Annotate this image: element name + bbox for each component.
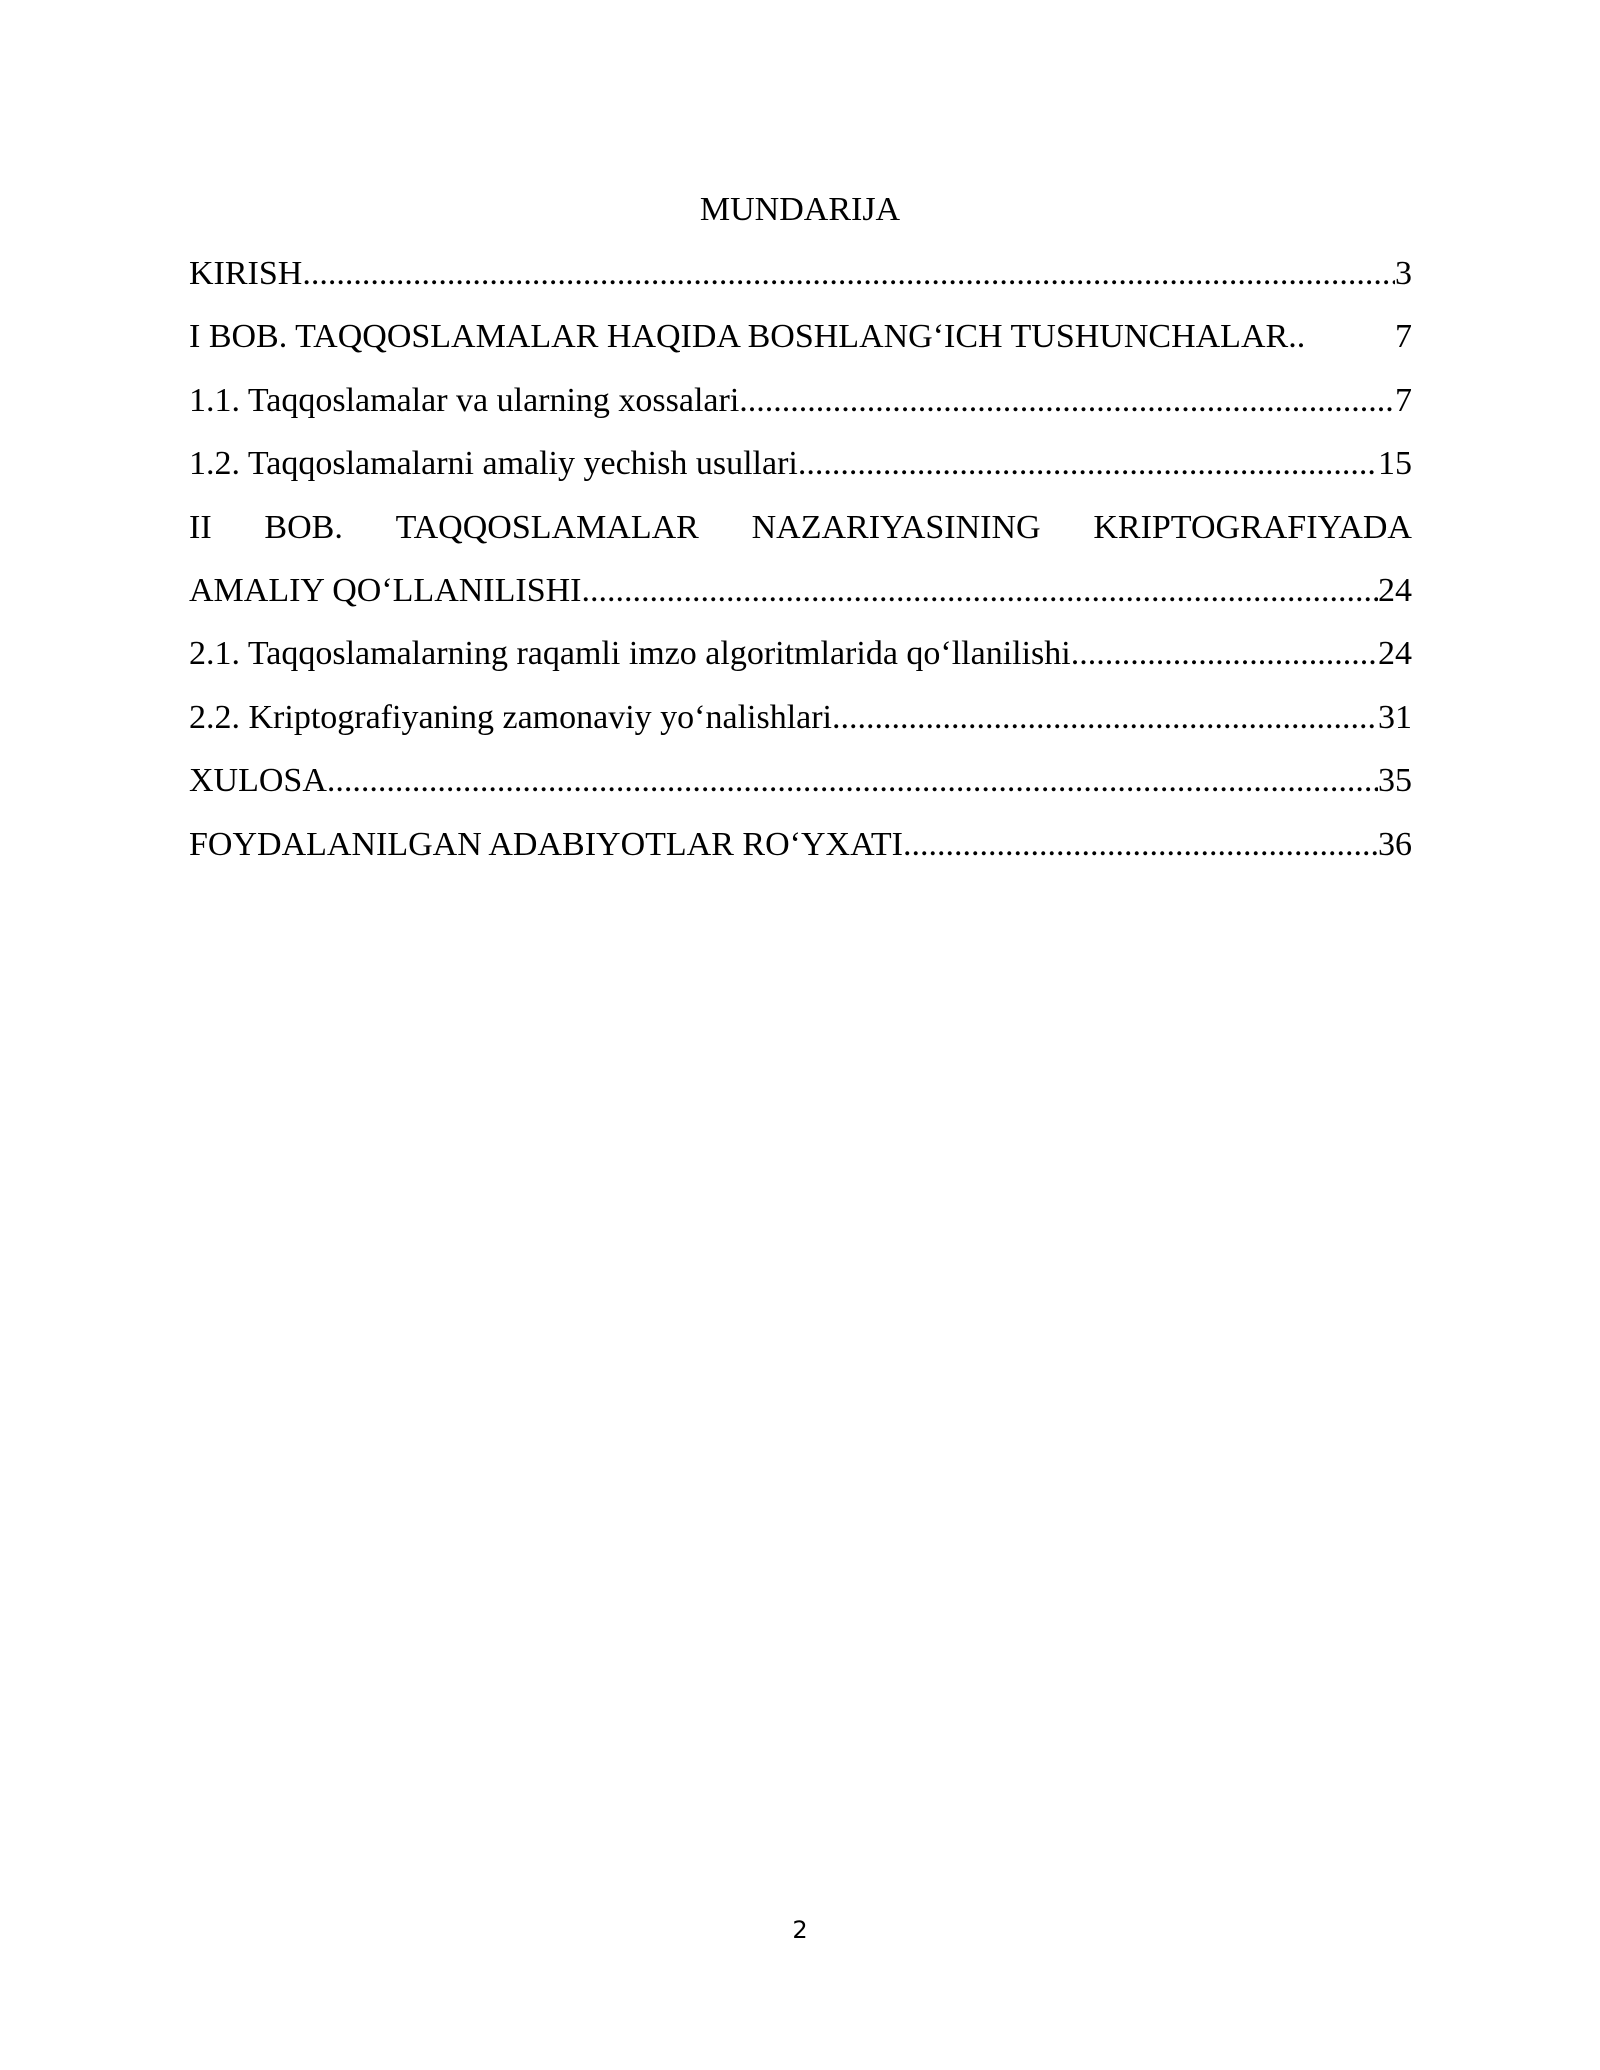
toc-entry-xulosa[interactable] bbox=[189, 757, 1412, 820]
toc-entry-section-1-1[interactable] bbox=[189, 377, 1412, 440]
toc-entry-section-2-2[interactable] bbox=[189, 694, 1412, 757]
toc-entry-chapter-2-line-1[interactable] bbox=[189, 504, 1412, 567]
toc-entry-label: 2.1. Taqqoslamalarning raqamli imzo algoritmlarida qo‘llanilishi bbox=[189, 635, 1071, 673]
toc-entry-references[interactable] bbox=[189, 821, 1412, 884]
toc-entry-section-1-2[interactable] bbox=[189, 440, 1412, 503]
toc-title: MUNDARIJA bbox=[699, 191, 901, 228]
toc-word: BOB. bbox=[264, 508, 343, 546]
toc-entry-label: 2.2. Kriptografiyaning zamonaviy yo‘nalishlari bbox=[189, 698, 832, 736]
toc-dot-leader bbox=[1071, 630, 1378, 678]
toc-entry-label: KIRISH bbox=[189, 255, 303, 292]
toc-entry-label: FOYDALANILGAN ADABIYOTLAR RO‘YXATI bbox=[189, 825, 903, 863]
table-of-contents bbox=[189, 250, 1412, 884]
toc-entry-label: 1.2. Taqqoslamalarni amaliy yechish usullari bbox=[189, 445, 798, 483]
toc-entry-page: 7 bbox=[1395, 318, 1412, 356]
toc-entry-section-2-1[interactable] bbox=[189, 630, 1412, 693]
toc-dot-leader bbox=[1297, 313, 1307, 361]
toc-entry-page: 3 bbox=[1395, 255, 1412, 292]
toc-entry-label: I BOB. TAQQOSLAMALAR HAQIDA BOSHLANG‘ICH TUSHUNCHALAR. bbox=[189, 318, 1297, 356]
toc-word: II bbox=[189, 508, 212, 546]
toc-entry-kirish[interactable] bbox=[189, 250, 1412, 313]
toc-entry-chapter-1[interactable] bbox=[189, 313, 1412, 376]
toc-dot-leader bbox=[327, 757, 1378, 805]
toc-entry-label: 1.1. Taqqoslamalar va ularning xossalari bbox=[189, 381, 740, 419]
toc-entry-chapter-2-line-2[interactable] bbox=[189, 567, 1412, 630]
toc-entry-page: 24 bbox=[1378, 571, 1412, 609]
toc-entry-label: XULOSA bbox=[189, 762, 327, 800]
toc-entry-label: AMALIY QO‘LLANILISHI bbox=[189, 571, 582, 609]
toc-dot-leader bbox=[798, 440, 1378, 488]
toc-entry-page: 24 bbox=[1378, 635, 1412, 673]
toc-entry-page: 31 bbox=[1378, 698, 1412, 736]
toc-dot-leader bbox=[739, 377, 1395, 425]
toc-entry-page: 15 bbox=[1378, 445, 1412, 483]
toc-entry-page: 36 bbox=[1378, 825, 1412, 863]
toc-entry-page: 7 bbox=[1395, 381, 1412, 419]
toc-word: KRIPTOGRAFIYADA bbox=[1093, 508, 1412, 546]
toc-word: NAZARIYASINING bbox=[751, 508, 1041, 546]
toc-dot-leader bbox=[582, 567, 1379, 615]
toc-dot-leader bbox=[832, 694, 1378, 742]
toc-entry-page: 35 bbox=[1378, 762, 1412, 800]
page-number: 2 bbox=[792, 1916, 808, 1944]
toc-dot-leader bbox=[903, 821, 1378, 869]
toc-entry-label bbox=[189, 504, 1412, 552]
toc-word: TAQQOSLAMALAR bbox=[395, 508, 699, 546]
toc-dot-leader bbox=[302, 250, 1395, 298]
